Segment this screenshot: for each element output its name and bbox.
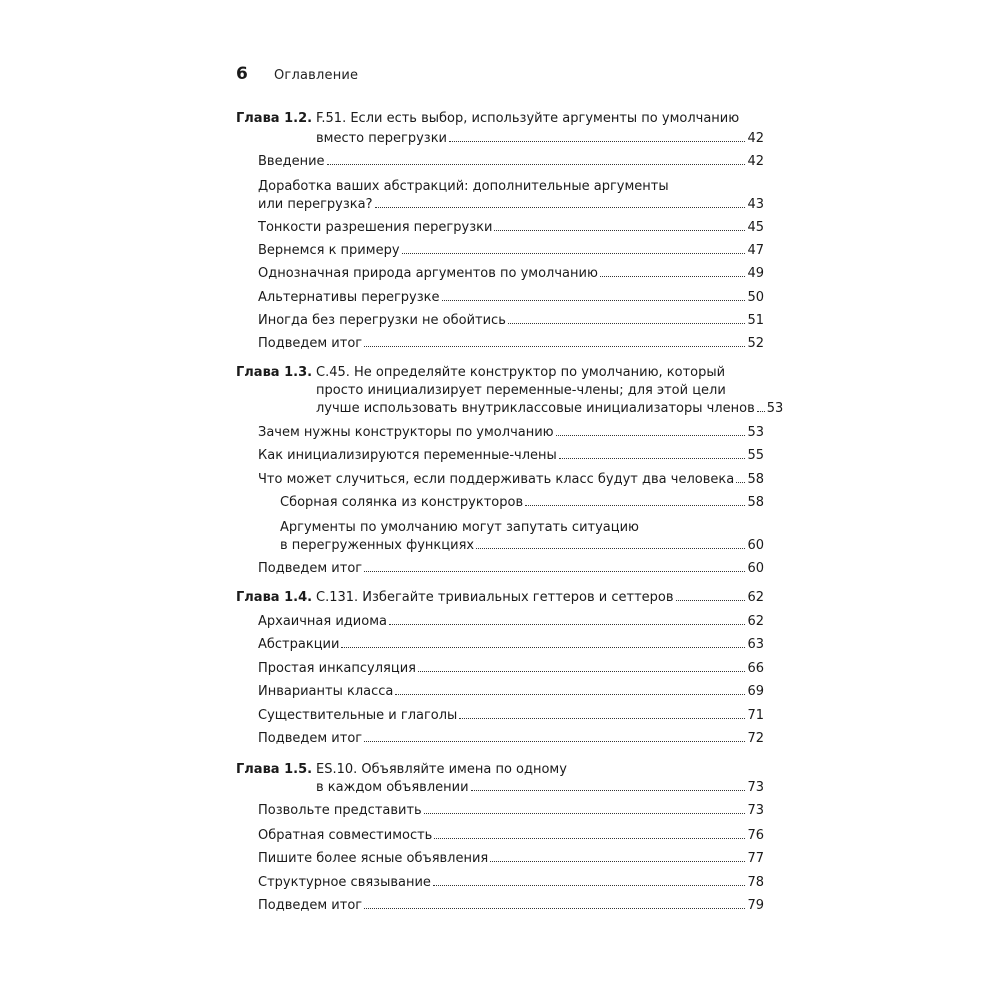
page-ref: 62 bbox=[747, 590, 764, 605]
page-ref: 72 bbox=[747, 731, 764, 746]
toc-entry[interactable] bbox=[258, 728, 764, 750]
section-title: Пишите более ясные объявления bbox=[258, 851, 489, 866]
page-number: 6 bbox=[236, 64, 248, 84]
section-title: Абстракции bbox=[258, 637, 340, 652]
section-title: Обратная совместимость bbox=[258, 828, 433, 843]
dot-leader bbox=[341, 647, 745, 648]
page-ref: 58 bbox=[747, 472, 764, 487]
page-ref: 79 bbox=[747, 898, 764, 913]
page-ref: 71 bbox=[747, 708, 764, 723]
page-ref: 77 bbox=[747, 851, 764, 866]
dot-leader bbox=[433, 885, 746, 886]
toc-entry[interactable] bbox=[258, 558, 764, 580]
dot-leader bbox=[471, 790, 746, 791]
section-title: Структурное связывание bbox=[258, 875, 431, 890]
dot-leader bbox=[402, 253, 746, 254]
toc-entry[interactable] bbox=[316, 398, 784, 420]
section-title: Вернемся к примеру bbox=[258, 243, 400, 258]
section-title: в перегруженных функциях bbox=[280, 538, 475, 553]
chapter-title-line: ES.10. Объявляйте имена по одному bbox=[316, 762, 567, 777]
dot-leader bbox=[364, 908, 745, 909]
page-ref: 47 bbox=[747, 243, 764, 258]
page-ref: 52 bbox=[747, 336, 764, 351]
toc-entry[interactable] bbox=[258, 194, 764, 216]
section-title: Подведем итог bbox=[258, 336, 363, 351]
chapter-title-line: F.51. Если есть выбор, используйте аргументы по умолчанию bbox=[316, 111, 740, 126]
toc-entry[interactable] bbox=[258, 705, 764, 727]
dot-leader bbox=[375, 207, 746, 208]
page-ref: 49 bbox=[747, 266, 764, 281]
page-ref: 69 bbox=[747, 684, 764, 699]
chapter-label: Глава 1.2. bbox=[236, 111, 313, 126]
toc-entry[interactable] bbox=[258, 895, 764, 917]
dot-leader bbox=[736, 482, 745, 483]
page-ref: 42 bbox=[747, 131, 764, 146]
dot-leader bbox=[508, 323, 746, 324]
page-ref: 78 bbox=[747, 875, 764, 890]
dot-leader bbox=[556, 435, 746, 436]
section-title: Существительные и глаголы bbox=[258, 708, 458, 723]
toc-entry[interactable] bbox=[316, 128, 764, 150]
dot-leader bbox=[442, 300, 746, 301]
toc-entry[interactable] bbox=[258, 287, 764, 309]
toc-entry[interactable] bbox=[258, 217, 764, 239]
section-title: Подведем итог bbox=[258, 731, 363, 746]
running-title: Оглавление bbox=[274, 68, 359, 83]
toc-entry[interactable] bbox=[258, 611, 764, 633]
page-ref: 63 bbox=[747, 637, 764, 652]
chapter-title-line: C.131. Избегайте тривиальных геттеров и сеттеров bbox=[316, 590, 674, 605]
section-title: Простая инкапсуляция bbox=[258, 661, 416, 676]
section-title: Тонкости разрешения перегрузки bbox=[258, 220, 493, 235]
chapter-label: Глава 1.4. bbox=[236, 590, 313, 605]
dot-leader bbox=[476, 548, 745, 549]
chapter-label: Глава 1.3. bbox=[236, 365, 313, 380]
dot-leader bbox=[395, 694, 745, 695]
dot-leader bbox=[676, 600, 746, 601]
section-title: Инварианты класса bbox=[258, 684, 394, 699]
toc-entry[interactable] bbox=[316, 587, 764, 609]
dot-leader bbox=[389, 624, 745, 625]
toc-entry[interactable] bbox=[258, 445, 764, 467]
dot-leader bbox=[418, 671, 745, 672]
chapter-title-line: в каждом объявлении bbox=[316, 780, 469, 795]
page-ref: 43 bbox=[747, 197, 764, 212]
section-title: Зачем нужны конструкторы по умолчанию bbox=[258, 425, 554, 440]
page-ref: 51 bbox=[747, 313, 764, 328]
page-ref: 66 bbox=[747, 661, 764, 676]
section-title-line: Доработка ваших абстракций: дополнительные аргументы bbox=[258, 179, 669, 194]
dot-leader bbox=[494, 230, 745, 231]
section-title: Иногда без перегрузки не обойтись bbox=[258, 313, 506, 328]
page-ref: 45 bbox=[747, 220, 764, 235]
section-title: Подведем итог bbox=[258, 561, 363, 576]
section-title: или перегрузка? bbox=[258, 197, 373, 212]
page-ref: 73 bbox=[747, 780, 764, 795]
toc-entry[interactable] bbox=[316, 777, 764, 799]
dot-leader bbox=[364, 346, 745, 347]
dot-leader bbox=[490, 861, 745, 862]
chapter-title-line: C.45. Не определяйте конструктор по умолчанию, который bbox=[316, 365, 726, 380]
toc-entry[interactable] bbox=[258, 240, 764, 262]
section-title: Что может случиться, если поддерживать класс будут два человека bbox=[258, 472, 735, 487]
section-title: Введение bbox=[258, 154, 325, 169]
dot-leader bbox=[327, 164, 746, 165]
chapter-title-line: вместо перегрузки bbox=[316, 131, 448, 146]
page-ref: 50 bbox=[747, 290, 764, 305]
toc-entry[interactable] bbox=[258, 848, 764, 870]
page-ref: 55 bbox=[747, 448, 764, 463]
dot-leader bbox=[459, 718, 745, 719]
section-title: Однозначная природа аргументов по умолчанию bbox=[258, 266, 598, 281]
page-ref: 73 bbox=[747, 803, 764, 818]
toc-entry[interactable] bbox=[280, 492, 764, 514]
page-ref: 53 bbox=[766, 401, 784, 416]
section-title-line: Аргументы по умолчанию могут запутать ситуацию bbox=[280, 520, 639, 535]
toc-entry[interactable] bbox=[258, 422, 764, 444]
page-ref: 58 bbox=[747, 495, 764, 510]
toc-entry[interactable] bbox=[258, 310, 764, 332]
toc-entry[interactable] bbox=[258, 151, 764, 173]
toc-entry[interactable] bbox=[280, 535, 764, 557]
dot-leader bbox=[424, 813, 746, 814]
section-title: Как инициализируются переменные-члены bbox=[258, 448, 557, 463]
page-ref: 62 bbox=[747, 614, 764, 629]
dot-leader bbox=[600, 276, 746, 277]
toc-entry[interactable] bbox=[258, 800, 764, 822]
dot-leader bbox=[449, 141, 745, 142]
section-title: Подведем итог bbox=[258, 898, 363, 913]
section-title: Альтернативы перегрузке bbox=[258, 290, 440, 305]
toc-entry[interactable] bbox=[258, 872, 764, 894]
dot-leader bbox=[434, 838, 745, 839]
toc-entry[interactable] bbox=[258, 333, 764, 355]
section-title: Позвольте представить bbox=[258, 803, 422, 818]
toc-entry[interactable] bbox=[258, 634, 764, 656]
dot-leader bbox=[559, 458, 746, 459]
section-title: Архаичная идиома bbox=[258, 614, 387, 629]
toc-entry[interactable] bbox=[258, 263, 764, 285]
page-ref: 60 bbox=[747, 561, 764, 576]
toc-entry[interactable] bbox=[258, 825, 764, 847]
page-ref: 53 bbox=[747, 425, 764, 440]
chapter-label: Глава 1.5. bbox=[236, 762, 313, 777]
dot-leader bbox=[364, 571, 745, 572]
chapter-title-line: лучше использовать внутриклассовые инициализаторы членов bbox=[316, 401, 755, 416]
dot-leader bbox=[364, 741, 745, 742]
toc-entry[interactable] bbox=[258, 681, 764, 703]
section-title: Сборная солянка из конструкторов bbox=[280, 495, 524, 510]
page-ref: 76 bbox=[747, 828, 764, 843]
toc-entry[interactable] bbox=[258, 469, 764, 491]
toc-entry[interactable] bbox=[258, 658, 764, 680]
chapter-title-line: просто инициализирует переменные-члены; для этой цели bbox=[316, 383, 726, 398]
page-ref: 60 bbox=[747, 538, 764, 553]
dot-leader bbox=[525, 505, 745, 506]
dot-leader bbox=[757, 411, 765, 412]
page-ref: 42 bbox=[747, 154, 764, 169]
